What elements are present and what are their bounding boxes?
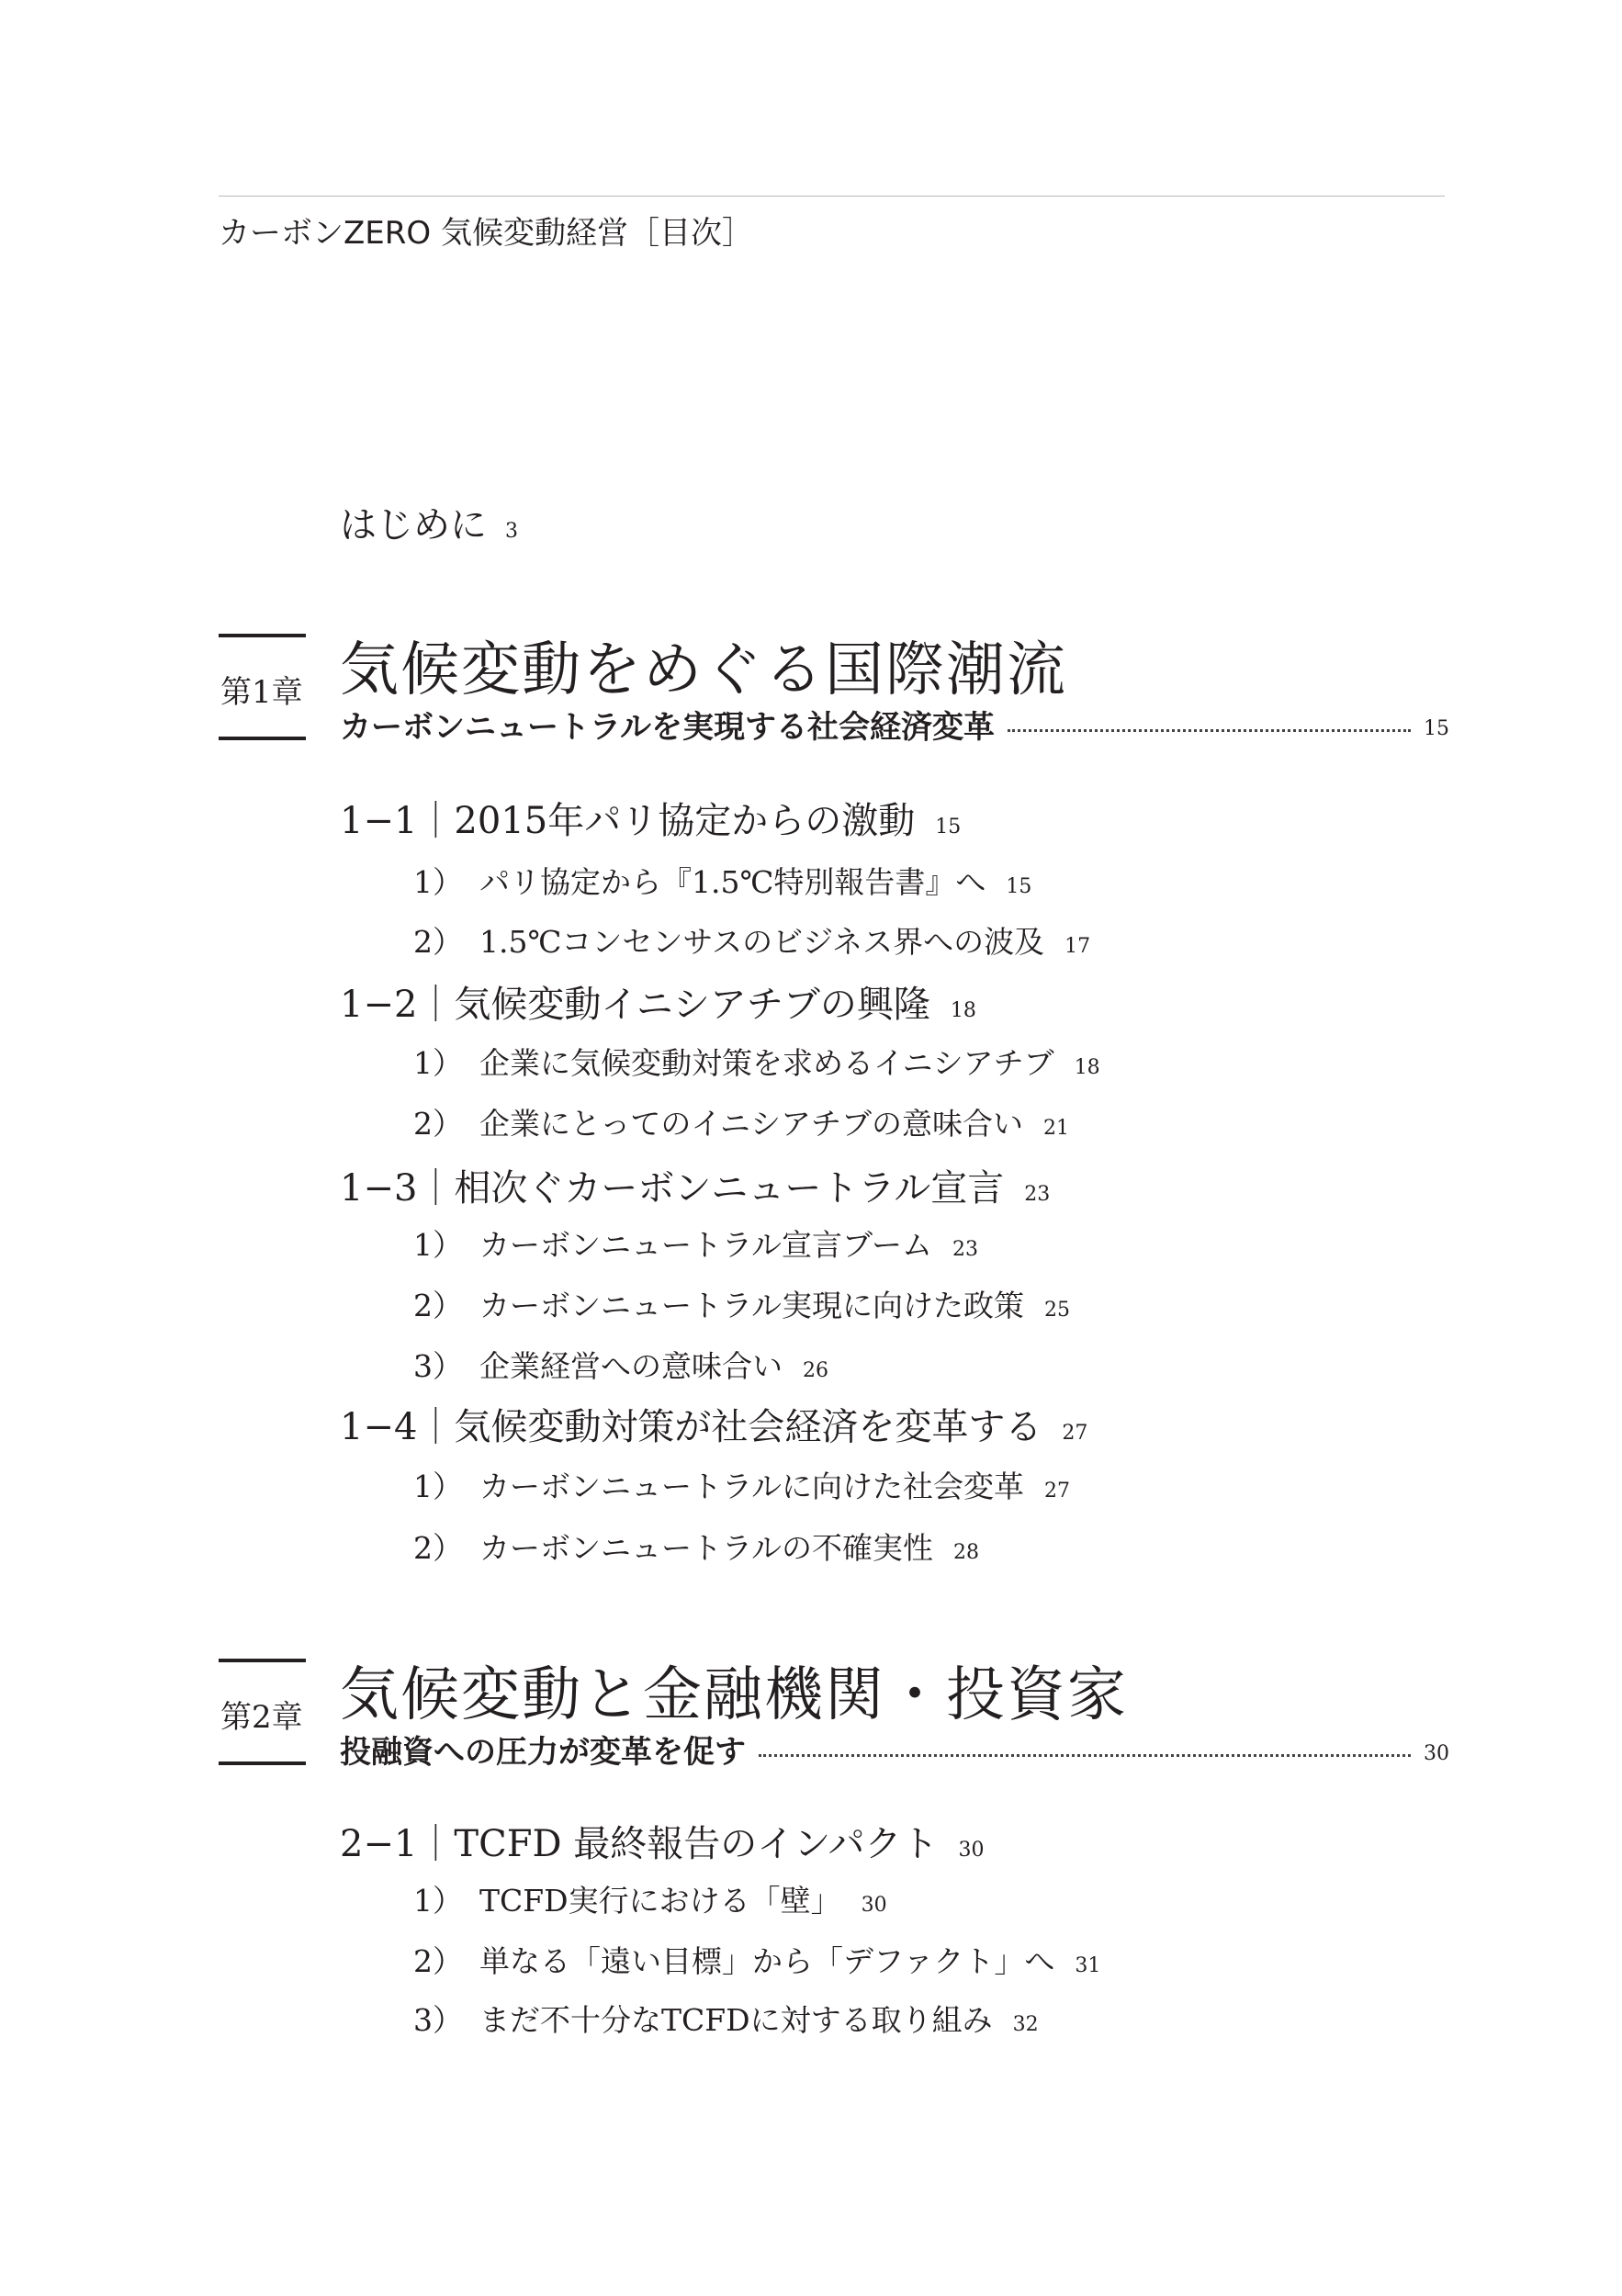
running-head: カーボンZERO 気候変動経営［目次］ [219, 215, 753, 252]
toc-item-1-1-1[interactable] [413, 859, 1031, 902]
item-page: 31 [1075, 1954, 1101, 1977]
toc-item-1-2-1[interactable] [413, 1040, 1100, 1083]
toc-item-2-1-2[interactable] [413, 1938, 1100, 1981]
item-page: 27 [1044, 1480, 1071, 1503]
chapter-label: 第2章 [220, 1699, 303, 1736]
running-head-rule [219, 196, 1445, 197]
item-title: 企業経営への意味合い [479, 1348, 783, 1384]
dot-leader [759, 1754, 1411, 1757]
chapter-subtitle: カーボンニュートラルを実現する社会経済変革 [340, 708, 995, 746]
chapter-rule-bottom [219, 1761, 306, 1765]
chapter-subtitle-row [340, 703, 1449, 744]
item-number: 3） [413, 1348, 463, 1384]
chapter-label: 第1章 [220, 674, 303, 711]
item-page: 28 [953, 1541, 980, 1564]
toc-item-1-2-2[interactable] [413, 1100, 1069, 1143]
item-title: 1.5℃コンセンサスのビジネス界への波及 [479, 924, 1045, 960]
toc-section-1-4[interactable] [340, 1398, 1087, 1450]
chapter-rule-bottom [219, 737, 306, 740]
toc-item-1-4-2[interactable] [413, 1525, 979, 1568]
section-number: 1−4｜ [340, 1406, 455, 1448]
chapter-title: 気候変動をめぐる国際潮流 [340, 636, 1067, 704]
section-title: TCFD 最終報告のインパクト [454, 1823, 939, 1865]
toc-section-1-1[interactable] [340, 792, 961, 844]
item-page: 30 [861, 1894, 887, 1917]
toc-item-2-1-3[interactable] [413, 1997, 1039, 2040]
item-number: 2） [413, 924, 463, 960]
toc-item-1-1-2[interactable] [413, 918, 1090, 962]
chapter-subtitle-row [340, 1728, 1449, 1769]
section-page: 23 [1024, 1183, 1051, 1206]
toc-intro[interactable] [340, 496, 518, 548]
item-number: 1） [413, 1883, 463, 1919]
chapter-subtitle: 投融資への圧力が変革を促す [340, 1733, 746, 1771]
item-page: 15 [1006, 875, 1032, 898]
item-page: 25 [1044, 1299, 1071, 1322]
section-title: 気候変動イニシアチブの興隆 [454, 984, 930, 1026]
item-number: 1） [413, 1469, 463, 1504]
toc-item-1-3-2[interactable] [413, 1282, 1070, 1325]
section-number: 1−3｜ [340, 1167, 455, 1210]
section-title: 2015年パリ協定からの激動 [454, 800, 916, 842]
item-title: カーボンニュートラルの不確実性 [479, 1530, 934, 1566]
chapter-title: 気候変動と金融機関・投資家 [340, 1661, 1128, 1729]
chapter-2-heading[interactable] [219, 1659, 1449, 1778]
item-page: 32 [1012, 2013, 1039, 2036]
section-page: 18 [950, 999, 976, 1022]
item-number: 1） [413, 864, 463, 900]
item-number: 2） [413, 1288, 463, 1323]
chapter-1-heading[interactable] [219, 634, 1449, 753]
item-number: 2） [413, 1106, 463, 1142]
intro-page: 3 [505, 520, 518, 543]
section-number: 2−1｜ [340, 1823, 455, 1865]
item-number: 2） [413, 1943, 463, 1979]
section-number: 1−1｜ [340, 800, 455, 842]
chapter-page: 15 [1424, 716, 1449, 740]
chapter-page: 30 [1424, 1741, 1449, 1765]
section-title: 相次ぐカーボンニュートラル宣言 [454, 1167, 1005, 1210]
intro-label: はじめに [340, 504, 487, 546]
item-title: 単なる「遠い目標」から「デファクト」へ [479, 1943, 1055, 1979]
item-page: 23 [952, 1238, 979, 1261]
toc-section-2-1[interactable] [340, 1815, 984, 1867]
section-number: 1−2｜ [340, 984, 455, 1026]
section-title: 気候変動対策が社会経済を変革する [454, 1406, 1042, 1448]
item-number: 3） [413, 2002, 463, 2038]
section-page: 15 [935, 816, 962, 838]
section-page: 30 [958, 1839, 985, 1862]
item-page: 18 [1074, 1056, 1100, 1079]
item-title: まだ不十分なTCFDに対する取り組み [479, 2002, 993, 2038]
item-number: 2） [413, 1530, 463, 1566]
chapter-rule-top [219, 1659, 306, 1662]
item-title: TCFD実行における「壁」 [479, 1883, 841, 1919]
item-page: 21 [1043, 1117, 1070, 1140]
item-page: 26 [803, 1359, 828, 1382]
item-number: 1） [413, 1045, 463, 1081]
toc-item-1-3-3[interactable] [413, 1343, 828, 1386]
toc-item-1-4-1[interactable] [413, 1463, 1070, 1506]
chapter-rule-top [219, 634, 306, 637]
item-title: カーボンニュートラル宣言ブーム [479, 1227, 933, 1263]
item-title: カーボンニュートラル実現に向けた政策 [479, 1288, 1025, 1323]
item-number: 1） [413, 1227, 463, 1263]
item-title: 企業に気候変動対策を求めるイニシアチブ [479, 1045, 1054, 1081]
toc-section-1-3[interactable] [340, 1159, 1050, 1211]
item-page: 17 [1064, 935, 1091, 958]
toc-item-1-3-1[interactable] [413, 1221, 978, 1265]
section-page: 27 [1062, 1422, 1088, 1445]
item-title: カーボンニュートラルに向けた社会変革 [479, 1469, 1025, 1504]
toc-item-2-1-1[interactable] [413, 1877, 887, 1920]
item-title: 企業にとってのイニシアチブの意味合い [479, 1106, 1024, 1142]
toc-section-1-2[interactable] [340, 975, 976, 1028]
item-title: パリ協定から『1.5℃特別報告書』へ [479, 864, 986, 900]
dot-leader [1008, 729, 1411, 732]
